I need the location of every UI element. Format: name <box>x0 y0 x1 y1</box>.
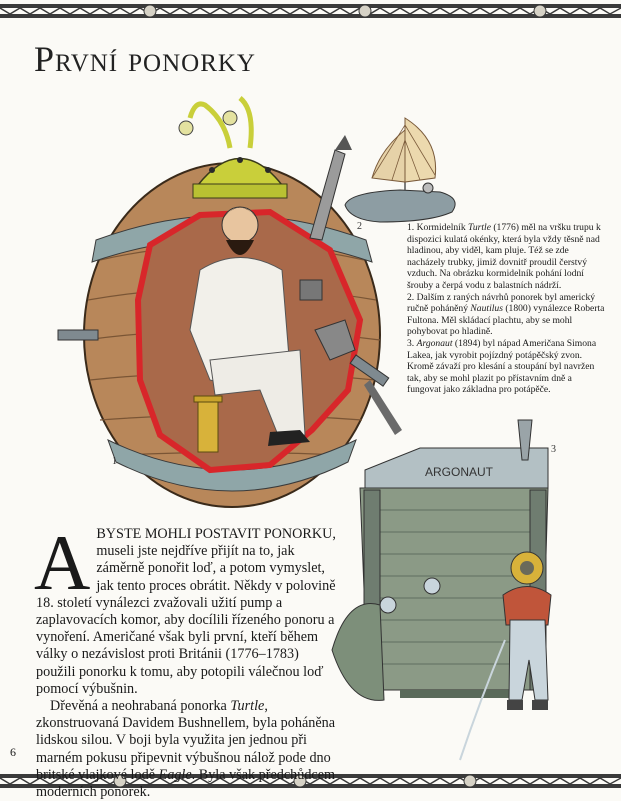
page-number: 6 <box>10 745 16 759</box>
figure-captions <box>407 222 607 396</box>
paragraph-2: Dřevěná a neohrabaná ponorka Turtle, zkonstruovaná Davidem Bushnellem, byla poháněna lidskou silou. V boji byla využita jen jednou při marném pokusu připevnit výbušnou nálož pode dno britské vlajkové lodě Eagle. Byla však předchůdcem moderních ponorek. <box>36 698 336 801</box>
argonaut-hull-lettering: ARGONAUT <box>425 465 494 479</box>
nautilus-submarine-illustration <box>345 118 455 222</box>
main-article-text <box>34 519 336 801</box>
turtle-submarine-illustration <box>58 98 402 507</box>
drop-cap: A <box>34 519 91 606</box>
figure-label-3: 3 <box>551 444 556 455</box>
opening-words: BYSTE MOHLI POSTAVIT PONORKU, <box>96 526 336 542</box>
figure-label-2: 2 <box>357 221 362 232</box>
caption-item-2: 2. Dalším z raných návrhů ponorek byl americký ručně poháněný Nautilus (1800) vynálezce Roberta Fultona. Měl skládací plachtu, aby se mohl pohybovat po hladině. <box>407 291 605 338</box>
paragraph-1: ABYSTE MOHLI POSTAVIT PONORKU, museli jste nejdříve přijít na to, jak záměrně ponořit loď, a potom vymyslet, jak tento proces obrátit. Někdy v polovině 18. století vynálezci zvažovali užití pump a zaplavovacích komor, aby docílili řízeného ponoru a vynoření. Američané však byli první, kteří během války o nezávislost proti Británii (1776–1783) použili ponorku k tomu, aby potopili válečnou loď pomocí výbušnin. <box>34 519 336 697</box>
figure-label-1: 1 <box>112 456 117 467</box>
caption-item-3: 3. Argonaut (1894) byl nápad Američana Simona Lakea, jak vyrobit pojízdný potápěčský zvon. Kromě závaží pro klesání a stoupání byl navržen tak, aby se mohl plazit po přístavním dně a fungovat jako základna pro potápěče. <box>407 337 597 396</box>
page-title: První ponorky <box>34 39 256 79</box>
caption-item-1: 1. Kormidelník Turtle (1776) měl na vršku trupu k dispozici kulatá okénky, která byla vždy těsně nad hladinou, aby viděl, kam pluje. Též se zde nacházely trubky, jimiž dovnitř proudil čerstvý vzduch. Na obrázku kormidelník pohání lodní šrouby a čerpá vodu z balastních nádrží. <box>407 222 601 291</box>
